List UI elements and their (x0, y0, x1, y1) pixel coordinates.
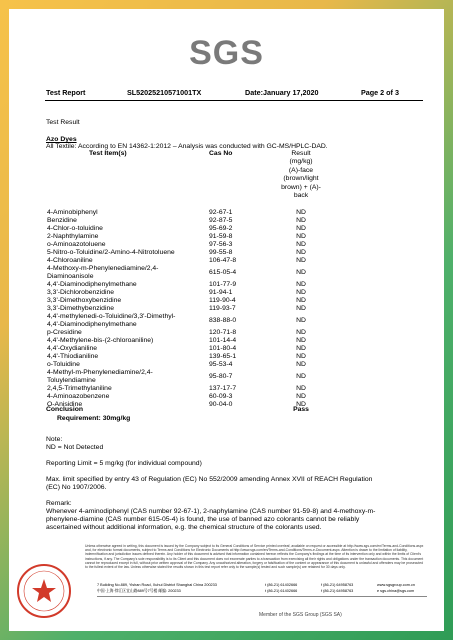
report-label: Test Report (46, 88, 86, 97)
cas-number: 137-17-7 (209, 385, 237, 392)
test-item-name: 4-Chloroaniline (47, 257, 93, 264)
cas-number: 95-80-7 (209, 373, 233, 380)
note-max-limit: (EC) No 1907/2006. (46, 484, 107, 491)
cas-number: 106-47-8 (209, 257, 237, 264)
test-item-name: 3,3'-Dimethybenzidine (47, 305, 115, 312)
cas-number: 90-04-0 (209, 401, 233, 408)
footer-divider (97, 596, 427, 597)
footer-tel: t (86-21) 61402666 (265, 583, 298, 587)
test-item-name: 4,4'-Methylene-bis-(2-chloroaniline) (47, 337, 154, 344)
note-reporting-limit: Reporting Limit = 5 mg/kg (for individual compound) (46, 460, 202, 467)
note-nd: ND = Not Detected (46, 444, 104, 451)
test-item-name: 4,4'-Diaminodiphenylmethane (47, 281, 137, 288)
cas-number: 101-77-9 (209, 281, 237, 288)
cas-number: 101-14-4 (209, 337, 237, 344)
cas-number: 92-87-5 (209, 217, 233, 224)
result-value: ND (296, 385, 306, 392)
result-value: ND (296, 225, 306, 232)
report-page (9, 9, 444, 631)
result-value: ND (296, 337, 306, 344)
result-value: ND (296, 209, 306, 216)
result-value: ND (296, 329, 306, 336)
test-item-name: p-Cresidine (47, 329, 82, 336)
result-head-line: back (293, 192, 309, 200)
test-item-name: 4-Aminoazobenzene (47, 393, 110, 400)
result-value: ND (296, 401, 306, 408)
footer-web: www.sgsgroup.com.cn (377, 583, 415, 587)
result-value: ND (296, 249, 306, 256)
footer-tel: t (86-21) 61402666 (265, 589, 298, 593)
cas-number: 99-55-8 (209, 249, 233, 256)
sgs-logo (9, 33, 444, 73)
test-item-name: 4-Methyl-m-Phenylenediamine/2,4- (47, 369, 153, 376)
test-item-name: Diaminoanisole (47, 273, 94, 280)
cas-number: 95-69-2 (209, 225, 233, 232)
footer-fax: f (86-21) 64958763 (321, 589, 354, 593)
test-item-name: 5-Nitro-o-Toluidine/2-Amino-4-Nitrotoluene (47, 249, 175, 256)
conclusion-label: Conclusion (46, 406, 84, 413)
test-item-name: 4,4'-Diaminodiphenylmethane (47, 321, 137, 328)
test-item-name: 4-Methoxy-m-Phenylenediamine/2,4- (47, 265, 159, 272)
test-item-name: 2,4,5-Trimethylaniline (47, 385, 112, 392)
remark-label: Remark: (46, 500, 72, 507)
col-header-result (271, 150, 331, 200)
result-value: ND (296, 353, 306, 360)
test-item-name: 4,4'-Oxydianiline (47, 345, 98, 352)
col-header-cas: Cas No (209, 150, 233, 157)
result-head-line: Result (291, 150, 311, 157)
cas-number: 101-80-4 (209, 345, 237, 352)
note-label: Note: (46, 436, 63, 443)
footer-address-en: 7 Building No.889, Yishan Road, Xuhui District Shanghai China 200233 (97, 583, 217, 587)
cas-number: 119-93-7 (209, 305, 236, 312)
cas-number: 838-88-0 (209, 317, 237, 324)
result-head-line: (mg/kg) (289, 158, 313, 166)
result-value: ND (296, 289, 306, 296)
test-item-name: 3,3'-Dichlorobenzidine (47, 289, 115, 296)
result-value: ND (296, 373, 306, 380)
test-item-name: 4-Chlor-o-toluidine (47, 225, 103, 232)
note-max-limit: Max. limit specified by entry 43 of Regulation (EC) No 552/2009 amending Annex XVII of REACH Regulation (46, 476, 373, 483)
result-value: ND (296, 317, 306, 324)
report-date: Date:January 17,2020 (245, 88, 319, 97)
result-value: ND (296, 241, 306, 248)
test-item-name: O-Anisidine (47, 401, 83, 408)
footer-member: Member of the SGS Group (SGS SA) (259, 612, 342, 618)
result-value: ND (296, 345, 306, 352)
test-item-name: 4,4'-methylenedi-o-Toluidine/3,3'-Dimethyl- (47, 313, 176, 320)
cas-number: 97-56-3 (209, 241, 233, 248)
cas-number: 95-53-4 (209, 361, 233, 368)
result-value: ND (296, 269, 306, 276)
test-item-name: 3,3'-Dimethoxybenzidine (47, 297, 122, 304)
test-item-name: 2-Naphthylamine (47, 233, 99, 240)
test-item-name: 4-Aminobiphenyl (47, 209, 98, 216)
result-value: ND (296, 233, 306, 240)
test-item-name: o-Aminoazotoluene (47, 241, 106, 248)
section-title: Test Result (46, 119, 80, 126)
remark-text: Whenever 4-aminodiphenyl (CAS number 92-67-1), 2-naphylamine (CAS number 91-59-8) and 4-methoxy-m- (46, 508, 376, 515)
cas-number: 120-71-8 (209, 329, 237, 336)
official-stamp (15, 562, 73, 620)
cas-number: 139-65-1 (209, 353, 237, 360)
azo-intro: All Textile: According to EN 14362-1:2012 – Analysis was conducted with GC-MS/HPLC-DAD. (46, 143, 328, 150)
cas-number: 91-59-8 (209, 233, 233, 240)
result-value: ND (296, 361, 306, 368)
cas-number: 615-05-4 (209, 269, 237, 276)
remark-text: phenylene-diamine (CAS number 615-05-4) is found, the use of banned azo colorants cannot be reliably (46, 516, 360, 523)
test-item-name: Benzidine (47, 217, 77, 224)
result-head-line: (A)-face (288, 166, 314, 174)
result-value: ND (296, 305, 306, 312)
test-item-name: o-Toluidine (47, 361, 80, 368)
cas-number: 91-94-1 (209, 289, 233, 296)
azo-heading: Azo Dyes (46, 136, 77, 143)
result-head-line: (brown/light (283, 175, 319, 183)
col-header-item: Test Item(s) (89, 150, 127, 157)
result-head-line: brown) + (A)- (281, 183, 321, 191)
remark-text: ascertained without additional information, e.g. the chemical structure of the colorants used. (46, 524, 322, 531)
cas-number: 119-90-4 (209, 297, 236, 304)
cas-number: 60-09-3 (209, 393, 233, 400)
test-item-name: Toluylendiamine (47, 377, 96, 384)
result-value: ND (296, 393, 306, 400)
header-divider (45, 100, 423, 101)
footer-fax: f (86-21) 64958763 (321, 583, 354, 587)
requirement: Requirement: 30mg/kg (57, 415, 131, 422)
footer-email: e sgs.china@sgs.com (377, 589, 415, 593)
cas-number: 92-67-1 (209, 209, 233, 216)
footer-address-cn: 中国·上海·徐汇区宜山路889号7号楼 邮编: 200233 (97, 589, 181, 593)
result-value: ND (296, 257, 306, 264)
result-value: ND (296, 297, 306, 304)
report-number: SL52025210571001TX (127, 88, 202, 97)
result-value: ND (296, 217, 306, 224)
test-item-name: 4,4'-Thiodianiline (47, 353, 99, 360)
footer-disclaimer: Unless otherwise agreed in writing, this document is issued by the Company subject to its General Conditions of Service printed overleaf, available on request or accessible at http://www.sgs.com/en/Terms-and-Conditions.aspx and, for electronic format documents, subject to Terms and Conditions for Electronic Documents at http://www.sgs.com/en/Terms-and-Conditions/Terms-e-Document.aspx. Attention is drawn to the limitation of liability, indemnification and jurisdiction issues defined therein. Any holder of this document is advised that information contained hereon reflects the Company's findings at the time of its intervention only and within the limits of Client's instructions, if any. The Company's sole responsibility is to its Client and this document does not exonerate parties to a transaction from exercising all their rights and obligations under the transaction documents. This document cannot be reproduced except in full, without prior written approval of the Company. Any unauthorized alteration, forgery or falsification of the content or appearance of this document is unlawful and offenders may be prosecuted to the fullest extent of the law. Unless otherwise stated the results shown in this test report refer only to the sample(s) tested and such sample(s) are retained for 30 days only. (85, 544, 424, 570)
page-number: Page 2 of 3 (361, 88, 399, 97)
sgs-logo-text: SGS (189, 34, 264, 72)
result-value: ND (296, 281, 306, 288)
conclusion-value: Pass (293, 406, 309, 413)
